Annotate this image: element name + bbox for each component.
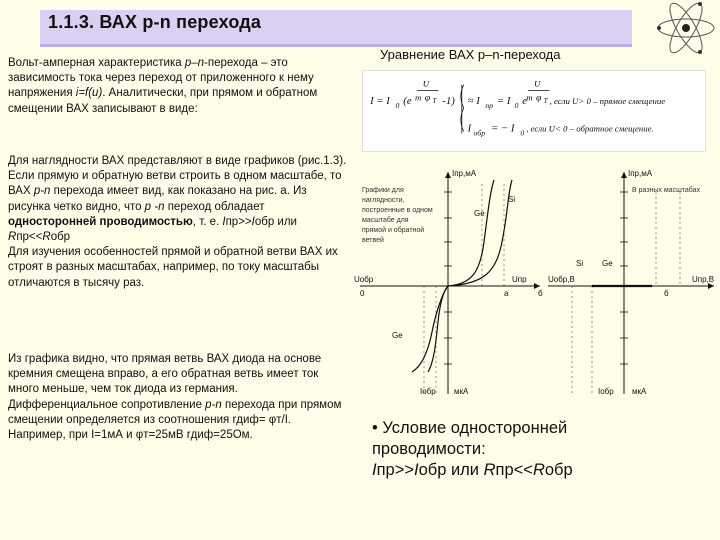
eq-frac-m: m <box>414 92 422 103</box>
cond-obr-or: обр или <box>418 461 484 479</box>
eq-frac-phi-2: φ <box>535 92 542 104</box>
para2-bold-term: односторонней проводимостью <box>8 215 193 228</box>
eq-e: e <box>522 95 528 108</box>
left-tick-a: a <box>504 289 509 298</box>
right-y-top-label: Iпр,мА <box>628 169 653 178</box>
para2-text-8: , т. е. <box>192 215 223 228</box>
para2-text-16: обр <box>50 231 71 244</box>
eq-condition-forward: , если U> 0 – прямое смещение <box>549 96 666 107</box>
graphs-paragraph <box>8 154 348 336</box>
para2-pn-2: р -n <box>144 200 165 213</box>
para3-text-2: Дифференциальное сопротивление <box>8 398 206 411</box>
vac-graphs <box>352 162 720 408</box>
eq-exp-open: (e <box>403 95 412 108</box>
para3-text-4: перехода при прямом смещении определяется из соотношения rдиф= φт/I. <box>8 398 342 426</box>
right-y-bottom-unit: мкА <box>632 387 647 396</box>
para3-pn: p-n <box>205 398 222 411</box>
eq-frac-num-2: U <box>534 78 541 89</box>
cond-obr-2: обр <box>544 461 573 479</box>
para2-r-2: R <box>42 231 51 244</box>
slide-title: 1.1.3. ВАХ p-n перехода <box>48 12 262 32</box>
analysis-paragraph <box>8 352 348 492</box>
para2-text-4: перехода имеет вид, как показано на рис. а. Из рисунка четко видно, что <box>8 185 307 213</box>
para2-text-14: пр<< <box>16 231 43 244</box>
para2-text-17: Для изучения особенностей прямой и обратной ветви ВАХ их строят в разных масштабах, например, по току масштабы отличаются в тысячу раз. <box>8 246 338 289</box>
para2-r-1: R <box>8 231 17 244</box>
cond-line-3 <box>372 460 702 481</box>
graph-left <box>354 169 543 396</box>
para2-text-1: Для наглядности ВАХ представляют в виде графиков (рис.1.3). <box>8 155 347 167</box>
para2-text-2: Если прямую и обратную ветви строить в одном масштабе, то ВАХ <box>8 170 342 198</box>
eq-approx: ≈ I <box>467 95 480 108</box>
eq-frac-m-2: m <box>526 92 533 103</box>
eq-i0-sub-3: 0 <box>520 128 525 138</box>
left-origin-b: б <box>538 289 543 298</box>
eq-minus-i0: = − I <box>491 122 515 135</box>
right-x-right-label: Uпр,В <box>692 275 715 284</box>
para3-text-1: Из графика видно, что прямая ветвь ВАХ диода на основе кремния смещена вправо, а его обратная ветвь имеет ток много меньше, чем ток диода из германия. <box>8 353 322 396</box>
right-ge-label: Ge <box>602 259 613 268</box>
left-note-6: ветвей <box>362 237 384 244</box>
eq-frac-phi: φ <box>424 92 431 104</box>
cond-i-1: I <box>372 461 377 479</box>
one-way-conduction-condition <box>372 418 702 481</box>
right-note: В разных масштабах <box>632 187 700 194</box>
para3-text-5: Например, при I=1мА и φт=25мВ rдиф=25Ом. <box>8 429 253 442</box>
para2-text-10: пр>> <box>225 215 252 228</box>
cond-r-1: R <box>483 461 496 479</box>
eq-pr-sub: пр <box>485 101 494 111</box>
left-ge-label: Ge <box>474 209 485 218</box>
left-note-4: масштабе для <box>362 217 409 224</box>
eq-obr-i: I <box>467 122 472 135</box>
left-note-5: прямой и обратной <box>362 227 425 234</box>
eq-frac-num: U <box>422 78 430 89</box>
para1-text-3: -перехода – это зависимость тока через переход от приложенного к нему напряжения <box>8 57 314 100</box>
left-si-label: Si <box>508 195 516 204</box>
para2-pn-1: p-n <box>33 185 51 198</box>
atom-icon <box>646 0 720 60</box>
title-bar <box>40 10 632 44</box>
equation-heading: Уравнение ВАХ р–n-перехода <box>380 47 561 62</box>
eq-i0-sub-2: 0 <box>514 101 519 111</box>
left-y-bottom-label: Iобр <box>420 387 436 396</box>
left-note-3: построенные в одном <box>362 207 433 214</box>
cond-pr-2: пр<< <box>495 461 533 479</box>
eq-i0-sub: 0 <box>395 101 400 111</box>
right-si-label: Si <box>576 259 584 268</box>
left-x-right-label: Uпр <box>512 275 527 284</box>
para2-text-6: переход обладает <box>164 200 265 213</box>
equation-box <box>362 70 706 152</box>
eq-lhs: I = I <box>370 95 390 108</box>
left-note-1: Графики для <box>362 187 404 194</box>
cond-i-2: I <box>413 461 419 479</box>
left-y-bottom-unit: мкА <box>454 387 469 396</box>
intro-paragraph <box>8 56 348 148</box>
para2-text-12: обр или <box>254 215 297 228</box>
graph-right <box>548 169 714 396</box>
eq-frac-t-2: T <box>543 98 548 106</box>
para2-i-1: I <box>222 215 226 228</box>
para1-text-5: . Аналитически, при прямом и обратном смещении ВАХ записывают в виде: <box>8 87 318 115</box>
right-y-bottom-label: Iобр <box>598 387 614 396</box>
para2-i-2: I <box>251 215 255 228</box>
cond-pr-1: пр>> <box>376 461 414 479</box>
left-ge-bottom-label: Ge <box>392 331 403 340</box>
eq-eq-i0: = I <box>496 95 511 108</box>
cond-line-1: • Условие односторонней <box>372 419 568 437</box>
para1-text-1: Вольт-амперная характеристика <box>8 57 185 69</box>
cond-r-2: R <box>532 461 545 479</box>
eq-obr-sub: обр <box>473 128 486 138</box>
right-x-left-label: Uобр,В <box>548 275 575 284</box>
cond-line-2: проводимости: <box>372 440 486 458</box>
left-x-left-label: Uобр <box>354 275 374 284</box>
eq-minus-one: -1) <box>442 95 455 108</box>
eq-frac-t: T <box>432 98 437 106</box>
left-y-top-label: Iпр,мА <box>452 169 477 178</box>
para1-pn: р–n <box>184 57 205 69</box>
para1-formula: i=f(u) <box>75 87 103 100</box>
eq-condition-reverse: , если U< 0 – обратное смещение. <box>526 123 654 134</box>
right-tick-b: б <box>664 289 669 298</box>
left-note-2: наглядности, <box>362 197 405 204</box>
left-origin-0: 0 <box>360 289 365 298</box>
